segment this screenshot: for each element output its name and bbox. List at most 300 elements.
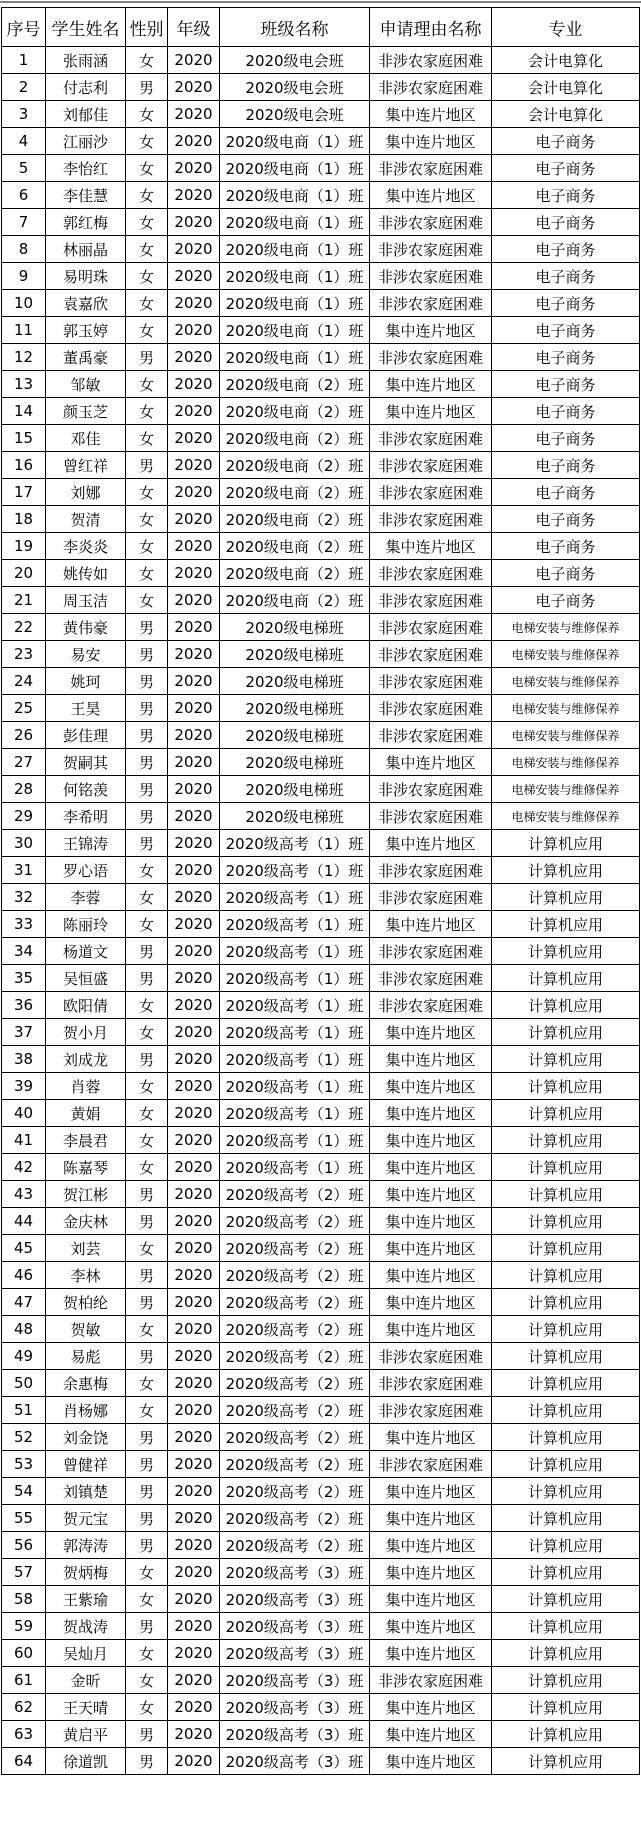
cell-major: 计算机应用 — [492, 1046, 640, 1073]
table-row — [2, 1316, 640, 1343]
cell-major: 电子商务 — [492, 452, 640, 479]
cell-reason: 集中连片地区 — [370, 1640, 492, 1667]
table-row — [2, 1397, 640, 1424]
table-row — [2, 668, 640, 695]
table-row — [2, 1181, 640, 1208]
cell-reason: 集中连片地区 — [370, 1208, 492, 1235]
cell-major: 计算机应用 — [492, 1100, 640, 1127]
cell-index: 25 — [2, 695, 46, 722]
cell-reason: 非涉农家庭困难 — [370, 884, 492, 911]
header-reason: 申请理由名称 — [370, 8, 492, 47]
cell-grade: 2020 — [168, 1559, 220, 1586]
cell-student-name: 易彪 — [46, 1343, 126, 1370]
cell-major: 计算机应用 — [492, 1640, 640, 1667]
cell-reason: 非涉农家庭困难 — [370, 155, 492, 182]
cell-class-name: 2020级电梯班 — [220, 641, 370, 668]
cell-class-name: 2020级高考（2）班 — [220, 1343, 370, 1370]
cell-reason: 非涉农家庭困难 — [370, 938, 492, 965]
cell-grade: 2020 — [168, 209, 220, 236]
cell-index: 55 — [2, 1505, 46, 1532]
cell-student-name: 邹敏 — [46, 371, 126, 398]
cell-gender: 男 — [126, 1505, 168, 1532]
cell-gender: 男 — [126, 641, 168, 668]
cell-reason: 非涉农家庭困难 — [370, 74, 492, 101]
cell-index: 5 — [2, 155, 46, 182]
cell-gender: 男 — [126, 1478, 168, 1505]
cell-major: 计算机应用 — [492, 1721, 640, 1748]
cell-gender: 男 — [126, 830, 168, 857]
cell-reason: 非涉农家庭困难 — [370, 614, 492, 641]
cell-class-name: 2020级电商（1）班 — [220, 128, 370, 155]
table-row — [2, 749, 640, 776]
cell-grade: 2020 — [168, 1208, 220, 1235]
table-row — [2, 1100, 640, 1127]
cell-major: 电子商务 — [492, 398, 640, 425]
cell-grade: 2020 — [168, 938, 220, 965]
cell-grade: 2020 — [168, 398, 220, 425]
cell-gender: 男 — [126, 938, 168, 965]
cell-reason: 集中连片地区 — [370, 1505, 492, 1532]
cell-reason: 集中连片地区 — [370, 1748, 492, 1775]
cell-gender: 女 — [126, 911, 168, 938]
cell-class-name: 2020级高考（1）班 — [220, 938, 370, 965]
table-row — [2, 911, 640, 938]
cell-student-name: 贺柏纶 — [46, 1289, 126, 1316]
cell-index: 51 — [2, 1397, 46, 1424]
cell-reason: 非涉农家庭困难 — [370, 425, 492, 452]
cell-student-name: 黄娟 — [46, 1100, 126, 1127]
cell-index: 44 — [2, 1208, 46, 1235]
cell-student-name: 余惠梅 — [46, 1370, 126, 1397]
table-row — [2, 1478, 640, 1505]
table-row — [2, 479, 640, 506]
cropped-title-strip — [0, 0, 641, 6]
cell-major: 电梯安装与维修保养 — [492, 695, 640, 722]
cell-major: 计算机应用 — [492, 830, 640, 857]
cell-grade: 2020 — [168, 830, 220, 857]
header-class-name: 班级名称 — [220, 8, 370, 47]
cell-index: 29 — [2, 803, 46, 830]
cell-index: 47 — [2, 1289, 46, 1316]
table-row — [2, 776, 640, 803]
cell-index: 19 — [2, 533, 46, 560]
cell-reason: 集中连片地区 — [370, 1721, 492, 1748]
cell-reason: 集中连片地区 — [370, 1289, 492, 1316]
cell-reason: 集中连片地区 — [370, 398, 492, 425]
table-row — [2, 1019, 640, 1046]
cell-major: 电子商务 — [492, 479, 640, 506]
cell-class-name: 2020级高考（1）班 — [220, 1100, 370, 1127]
cell-major: 电子商务 — [492, 236, 640, 263]
cell-index: 38 — [2, 1046, 46, 1073]
cell-reason: 集中连片地区 — [370, 1235, 492, 1262]
cell-gender: 男 — [126, 1289, 168, 1316]
cell-major: 会计电算化 — [492, 101, 640, 128]
table-row — [2, 1127, 640, 1154]
cell-student-name: 江丽沙 — [46, 128, 126, 155]
header-major: 专业 — [492, 8, 640, 47]
cell-major: 电子商务 — [492, 290, 640, 317]
cell-student-name: 欧阳倩 — [46, 992, 126, 1019]
table-row — [2, 101, 640, 128]
cell-class-name: 2020级电商（2）班 — [220, 533, 370, 560]
cell-student-name: 贺元宝 — [46, 1505, 126, 1532]
cell-student-name: 王锦涛 — [46, 830, 126, 857]
cell-grade: 2020 — [168, 587, 220, 614]
cell-reason: 集中连片地区 — [370, 1127, 492, 1154]
cell-student-name: 颜玉芝 — [46, 398, 126, 425]
cell-gender: 男 — [126, 1532, 168, 1559]
cell-grade: 2020 — [168, 1667, 220, 1694]
cell-grade: 2020 — [168, 1316, 220, 1343]
cell-class-name: 2020级电商（2）班 — [220, 398, 370, 425]
cell-index: 63 — [2, 1721, 46, 1748]
cell-class-name: 2020级电梯班 — [220, 668, 370, 695]
cell-student-name: 贺江彬 — [46, 1181, 126, 1208]
cell-major: 电梯安装与维修保养 — [492, 749, 640, 776]
cell-index: 54 — [2, 1478, 46, 1505]
table-row — [2, 992, 640, 1019]
cell-class-name: 2020级高考（3）班 — [220, 1559, 370, 1586]
cell-class-name: 2020级电商（1）班 — [220, 155, 370, 182]
cell-reason: 非涉农家庭困难 — [370, 803, 492, 830]
cell-class-name: 2020级电商（2）班 — [220, 560, 370, 587]
table-row — [2, 587, 640, 614]
cell-index: 59 — [2, 1613, 46, 1640]
cell-reason: 非涉农家庭困难 — [370, 506, 492, 533]
table-row — [2, 1586, 640, 1613]
table-row — [2, 1343, 640, 1370]
cell-index: 33 — [2, 911, 46, 938]
cell-class-name: 2020级高考（1）班 — [220, 965, 370, 992]
cell-grade: 2020 — [168, 1100, 220, 1127]
cell-gender: 女 — [126, 1235, 168, 1262]
cell-major: 计算机应用 — [492, 1613, 640, 1640]
cell-major: 电梯安装与维修保养 — [492, 668, 640, 695]
cell-index: 31 — [2, 857, 46, 884]
cell-grade: 2020 — [168, 47, 220, 74]
table-row — [2, 1532, 640, 1559]
cell-class-name: 2020级高考（1）班 — [220, 884, 370, 911]
cell-gender: 女 — [126, 317, 168, 344]
cell-index: 58 — [2, 1586, 46, 1613]
cell-index: 8 — [2, 236, 46, 263]
cell-gender: 男 — [126, 1721, 168, 1748]
cell-major: 电子商务 — [492, 533, 640, 560]
cell-class-name: 2020级高考（1）班 — [220, 1046, 370, 1073]
table-row — [2, 533, 640, 560]
cell-student-name: 李蓉 — [46, 884, 126, 911]
table-row — [2, 128, 640, 155]
cell-reason: 集中连片地区 — [370, 371, 492, 398]
cell-index: 45 — [2, 1235, 46, 1262]
cell-grade: 2020 — [168, 128, 220, 155]
cell-class-name: 2020级高考（2）班 — [220, 1235, 370, 1262]
cell-grade: 2020 — [168, 749, 220, 776]
cell-index: 32 — [2, 884, 46, 911]
cell-index: 24 — [2, 668, 46, 695]
cell-index: 61 — [2, 1667, 46, 1694]
cell-student-name: 刘芸 — [46, 1235, 126, 1262]
cell-class-name: 2020级电会班 — [220, 101, 370, 128]
cell-grade: 2020 — [168, 1640, 220, 1667]
cell-major: 计算机应用 — [492, 965, 640, 992]
cell-reason: 集中连片地区 — [370, 1100, 492, 1127]
table-row — [2, 1154, 640, 1181]
cell-class-name: 2020级高考（2）班 — [220, 1451, 370, 1478]
cell-major: 计算机应用 — [492, 1694, 640, 1721]
cell-class-name: 2020级高考（2）班 — [220, 1478, 370, 1505]
cell-gender: 男 — [126, 1613, 168, 1640]
cell-gender: 女 — [126, 1586, 168, 1613]
cell-class-name: 2020级电商（1）班 — [220, 344, 370, 371]
cell-gender: 女 — [126, 290, 168, 317]
cell-gender: 女 — [126, 992, 168, 1019]
cell-major: 电梯安装与维修保养 — [492, 641, 640, 668]
cell-grade: 2020 — [168, 1721, 220, 1748]
table-row — [2, 830, 640, 857]
cell-gender: 男 — [126, 749, 168, 776]
table-row — [2, 614, 640, 641]
cell-grade: 2020 — [168, 1505, 220, 1532]
cell-gender: 女 — [126, 1316, 168, 1343]
table-row — [2, 1667, 640, 1694]
cell-gender: 男 — [126, 668, 168, 695]
cell-grade: 2020 — [168, 722, 220, 749]
cell-class-name: 2020级高考（3）班 — [220, 1640, 370, 1667]
cell-class-name: 2020级高考（2）班 — [220, 1397, 370, 1424]
cell-reason: 集中连片地区 — [370, 1019, 492, 1046]
cell-index: 2 — [2, 74, 46, 101]
cell-major: 计算机应用 — [492, 1154, 640, 1181]
cell-index: 60 — [2, 1640, 46, 1667]
cell-index: 39 — [2, 1073, 46, 1100]
cell-class-name: 2020级电商（1）班 — [220, 263, 370, 290]
cell-major: 电子商务 — [492, 344, 640, 371]
cell-reason: 集中连片地区 — [370, 1316, 492, 1343]
cell-reason: 非涉农家庭困难 — [370, 1343, 492, 1370]
header-grade: 年级 — [168, 8, 220, 47]
table-row — [2, 1289, 640, 1316]
cell-index: 23 — [2, 641, 46, 668]
cell-reason: 集中连片地区 — [370, 1694, 492, 1721]
cell-class-name: 2020级高考（2）班 — [220, 1262, 370, 1289]
cell-major: 电子商务 — [492, 587, 640, 614]
cell-reason: 集中连片地区 — [370, 1532, 492, 1559]
cell-reason: 非涉农家庭困难 — [370, 641, 492, 668]
cell-student-name: 贺炳梅 — [46, 1559, 126, 1586]
cell-student-name: 王昊 — [46, 695, 126, 722]
cell-gender: 男 — [126, 344, 168, 371]
cell-gender: 女 — [126, 128, 168, 155]
cell-gender: 男 — [126, 1748, 168, 1775]
cell-reason: 非涉农家庭困难 — [370, 965, 492, 992]
cell-class-name: 2020级高考（1）班 — [220, 1127, 370, 1154]
cell-gender: 男 — [126, 695, 168, 722]
cell-index: 41 — [2, 1127, 46, 1154]
cell-reason: 集中连片地区 — [370, 1073, 492, 1100]
cell-student-name: 林丽晶 — [46, 236, 126, 263]
cell-gender: 男 — [126, 1451, 168, 1478]
cell-reason: 非涉农家庭困难 — [370, 722, 492, 749]
cell-grade: 2020 — [168, 1289, 220, 1316]
cell-reason: 非涉农家庭困难 — [370, 236, 492, 263]
cell-grade: 2020 — [168, 776, 220, 803]
cell-grade: 2020 — [168, 155, 220, 182]
cell-grade: 2020 — [168, 236, 220, 263]
cell-class-name: 2020级电梯班 — [220, 749, 370, 776]
cell-student-name: 易明珠 — [46, 263, 126, 290]
cell-index: 34 — [2, 938, 46, 965]
cell-index: 3 — [2, 101, 46, 128]
table-row — [2, 803, 640, 830]
cell-index: 17 — [2, 479, 46, 506]
cell-gender: 女 — [126, 1154, 168, 1181]
cell-major: 计算机应用 — [492, 1586, 640, 1613]
cell-class-name: 2020级高考（2）班 — [220, 1424, 370, 1451]
table-row — [2, 857, 640, 884]
header-index: 序号 — [2, 8, 46, 47]
cell-reason: 集中连片地区 — [370, 1262, 492, 1289]
table-row — [2, 1208, 640, 1235]
table-row — [2, 344, 640, 371]
table-row — [2, 263, 640, 290]
cell-grade: 2020 — [168, 290, 220, 317]
cell-major: 计算机应用 — [492, 1181, 640, 1208]
table-row — [2, 317, 640, 344]
cell-major: 电子商务 — [492, 506, 640, 533]
cell-gender: 男 — [126, 74, 168, 101]
cell-reason: 非涉农家庭困难 — [370, 479, 492, 506]
cell-reason: 集中连片地区 — [370, 1613, 492, 1640]
cell-gender: 女 — [126, 1397, 168, 1424]
cell-grade: 2020 — [168, 1019, 220, 1046]
cell-student-name: 彭佳理 — [46, 722, 126, 749]
cell-gender: 女 — [126, 101, 168, 128]
cell-major: 计算机应用 — [492, 1451, 640, 1478]
table-row — [2, 47, 640, 74]
header-row — [2, 8, 640, 47]
table-row — [2, 209, 640, 236]
table-row — [2, 1748, 640, 1775]
cell-grade: 2020 — [168, 1397, 220, 1424]
cell-gender: 女 — [126, 1667, 168, 1694]
table-row — [2, 1235, 640, 1262]
cell-class-name: 2020级电会班 — [220, 47, 370, 74]
cell-reason: 非涉农家庭困难 — [370, 776, 492, 803]
cell-grade: 2020 — [168, 1586, 220, 1613]
cell-index: 35 — [2, 965, 46, 992]
cell-gender: 男 — [126, 614, 168, 641]
cell-class-name: 2020级高考（1）班 — [220, 911, 370, 938]
cell-gender: 女 — [126, 209, 168, 236]
cell-class-name: 2020级高考（3）班 — [220, 1694, 370, 1721]
table-row — [2, 155, 640, 182]
cell-major: 计算机应用 — [492, 1208, 640, 1235]
cell-reason: 集中连片地区 — [370, 749, 492, 776]
cell-major: 会计电算化 — [492, 47, 640, 74]
cell-reason: 集中连片地区 — [370, 182, 492, 209]
cell-gender: 女 — [126, 857, 168, 884]
cell-gender: 男 — [126, 1343, 168, 1370]
cell-student-name: 郭红梅 — [46, 209, 126, 236]
cell-index: 18 — [2, 506, 46, 533]
table-row — [2, 938, 640, 965]
cell-grade: 2020 — [168, 371, 220, 398]
table-row — [2, 722, 640, 749]
cell-class-name: 2020级电商（1）班 — [220, 182, 370, 209]
cell-class-name: 2020级电梯班 — [220, 776, 370, 803]
cell-gender: 女 — [126, 398, 168, 425]
cell-gender: 男 — [126, 722, 168, 749]
cell-gender: 女 — [126, 533, 168, 560]
cell-major: 计算机应用 — [492, 857, 640, 884]
table-row — [2, 1721, 640, 1748]
cell-index: 53 — [2, 1451, 46, 1478]
cell-reason: 非涉农家庭困难 — [370, 1667, 492, 1694]
cell-student-name: 姚传如 — [46, 560, 126, 587]
cell-student-name: 张雨涵 — [46, 47, 126, 74]
cell-index: 15 — [2, 425, 46, 452]
cell-reason: 非涉农家庭困难 — [370, 695, 492, 722]
cell-major: 计算机应用 — [492, 1748, 640, 1775]
cell-grade: 2020 — [168, 1424, 220, 1451]
cell-student-name: 李晨君 — [46, 1127, 126, 1154]
cell-class-name: 2020级高考（2）班 — [220, 1208, 370, 1235]
cell-grade: 2020 — [168, 1073, 220, 1100]
cell-gender: 女 — [126, 155, 168, 182]
table-row — [2, 884, 640, 911]
cell-class-name: 2020级高考（1）班 — [220, 1019, 370, 1046]
cell-gender: 女 — [126, 1019, 168, 1046]
cell-gender: 女 — [126, 1127, 168, 1154]
cell-reason: 集中连片地区 — [370, 1046, 492, 1073]
cell-major: 计算机应用 — [492, 1343, 640, 1370]
table-row — [2, 1073, 640, 1100]
cell-reason: 集中连片地区 — [370, 1424, 492, 1451]
cell-major: 电子商务 — [492, 263, 640, 290]
cell-grade: 2020 — [168, 884, 220, 911]
cell-reason: 集中连片地区 — [370, 317, 492, 344]
cell-grade: 2020 — [168, 452, 220, 479]
cell-index: 36 — [2, 992, 46, 1019]
cell-major: 电梯安装与维修保养 — [492, 722, 640, 749]
cell-class-name: 2020级电会班 — [220, 74, 370, 101]
cell-student-name: 易安 — [46, 641, 126, 668]
cell-student-name: 吴灿月 — [46, 1640, 126, 1667]
table-row — [2, 641, 640, 668]
cell-student-name: 刘郁佳 — [46, 101, 126, 128]
cell-reason: 集中连片地区 — [370, 830, 492, 857]
cell-gender: 男 — [126, 1046, 168, 1073]
cell-gender: 男 — [126, 965, 168, 992]
cell-gender: 男 — [126, 1262, 168, 1289]
cell-index: 50 — [2, 1370, 46, 1397]
cell-class-name: 2020级高考（2）班 — [220, 1316, 370, 1343]
cell-index: 10 — [2, 290, 46, 317]
cell-major: 电子商务 — [492, 209, 640, 236]
cell-reason: 集中连片地区 — [370, 1586, 492, 1613]
cell-gender: 女 — [126, 371, 168, 398]
cell-class-name: 2020级高考（2）班 — [220, 1370, 370, 1397]
cell-major: 计算机应用 — [492, 1073, 640, 1100]
cell-index: 11 — [2, 317, 46, 344]
cell-index: 62 — [2, 1694, 46, 1721]
cell-student-name: 李佳慧 — [46, 182, 126, 209]
cell-grade: 2020 — [168, 911, 220, 938]
table-row — [2, 965, 640, 992]
cell-index: 30 — [2, 830, 46, 857]
